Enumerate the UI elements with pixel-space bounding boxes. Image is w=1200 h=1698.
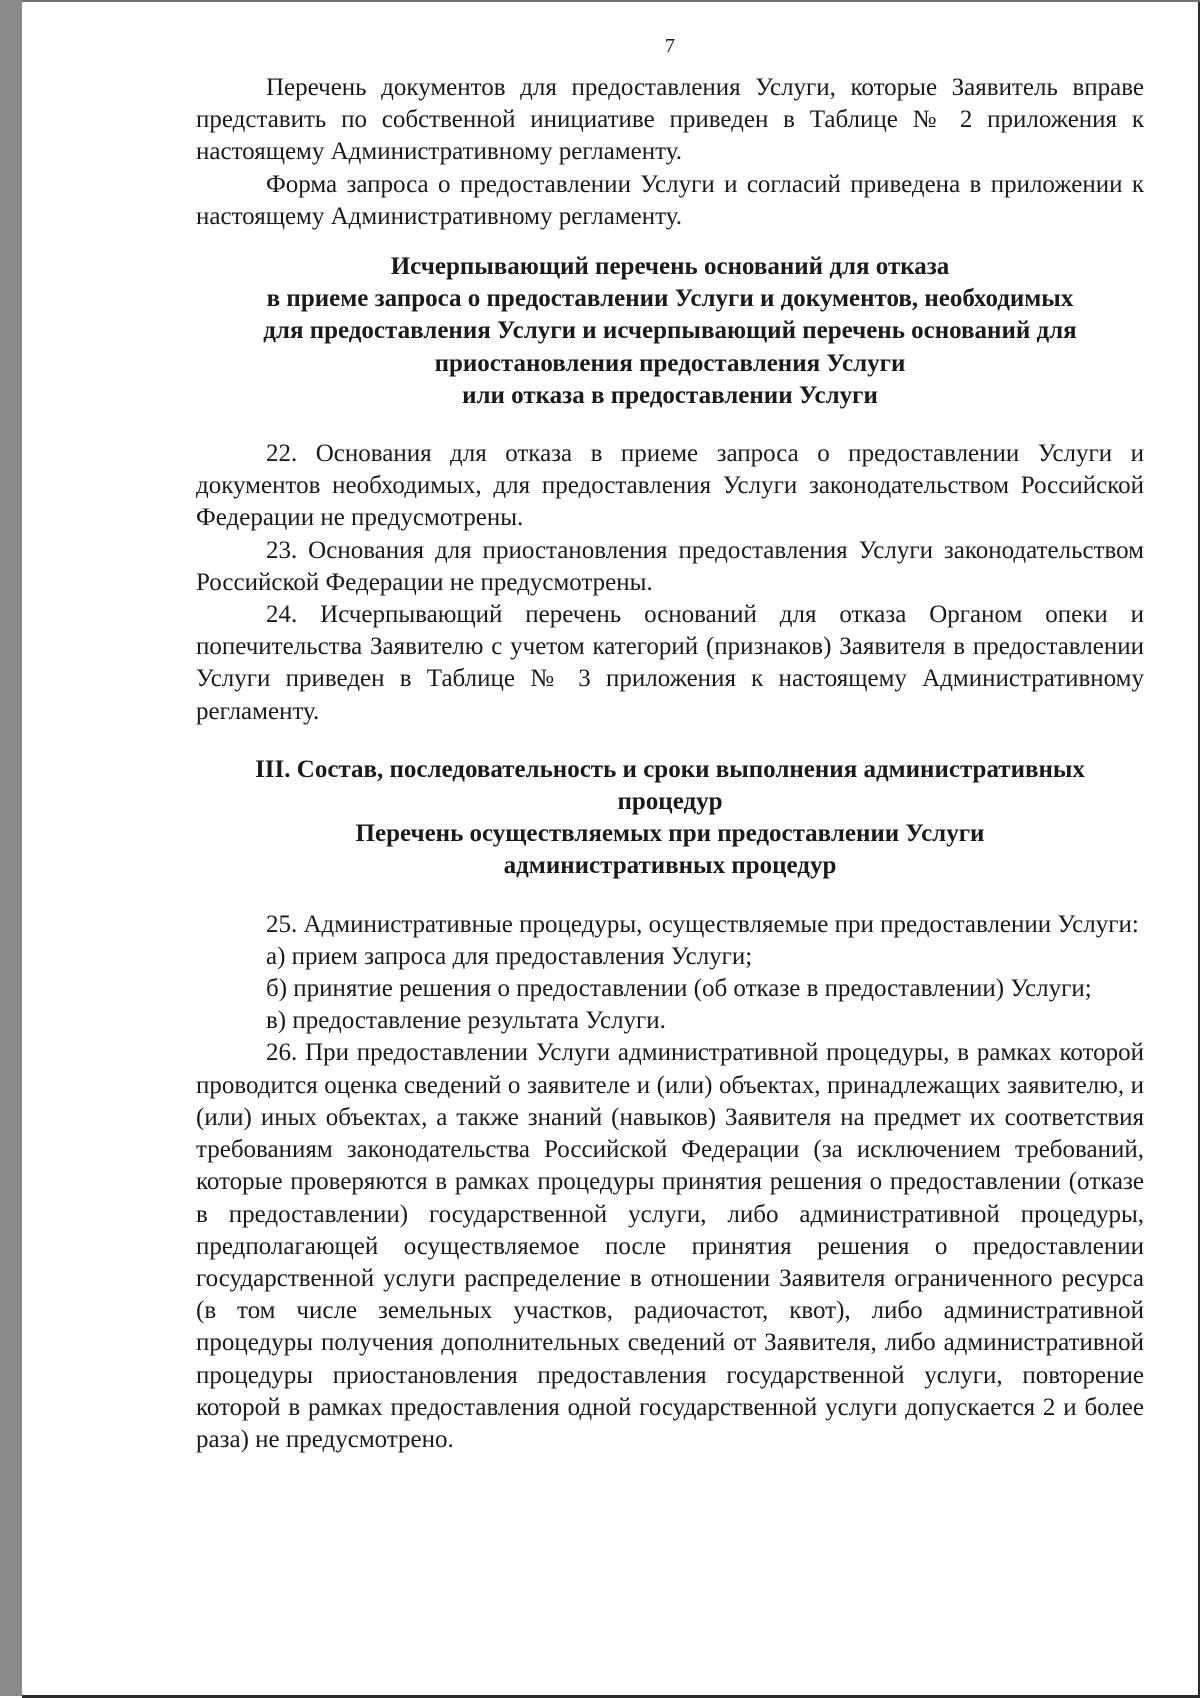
heading-line: III. Состав, последовательность и сроки выполнения административных [255, 755, 1085, 783]
heading-line: Исчерпывающий перечень оснований для отказа [390, 253, 950, 281]
list-item-b: б) принятие решения о предоставлении (об отказе в предоставлении) Услуги; [266, 975, 1092, 1003]
heading-line: в приеме запроса о предоставлении Услуги и документов, необходимых [266, 285, 1074, 313]
heading-line: или отказа в предоставлении Услуги [462, 381, 878, 409]
page-number: 7 [665, 35, 675, 57]
paragraph-25: 25. Административные процедуры, осуществляемые при предоставлении Услуги: [266, 910, 1139, 938]
paragraph-26: 26. При предоставлении Услуги административной процедуры, в рамках которой проводится оценка сведений о заявителе и (или) объектах, принадлежащих заявителю, и (или) иных объектах, а также знаний (навыков) Заявителя на предмет их соответствия требованиям законодательства Российской Федерации (за исключением требований, которые проверяются в рамках процедуры принятия решения о предоставлении (отказе в предоставлении) государственной услуги, либо административной процедуры, предполагающей осуществляемое после принятия решения о предоставлении государственной услуги распределение в отношении Заявителя ограниченного ресурса (в том числе земельных участков, радиочастот, квот), либо административной процедуры получения дополнительных сведений от Заявителя, либо административной процедуры приостановления предоставления государственной услуги, повторение которой в рамках предоставления одной государственной услуги допускается 2 и более раза) не предусмотрено. [196, 1039, 1144, 1453]
page-content [196, 30, 1144, 1456]
heading-refusal-grounds [196, 251, 1144, 412]
intro-paragraph-1: Перечень документов для предоставления Услуги, которые Заявитель вправе представить по собственной инициативе приведен в Таблице № 2 приложения к настоящему Административному регламенту. [196, 74, 1144, 166]
paragraph-22: 22. Основания для отказа в приеме запроса о предоставлении Услуги и документов необходимых, для предоставления Услуги законодательством Российской Федерации не предусмотрены. [196, 440, 1144, 532]
document-page [22, 0, 1200, 1698]
paragraph-24: 24. Исчерпывающий перечень оснований для отказа Органом опеки и попечительства Заявителю с учетом категорий (признаков) Заявителя в предоставлении Услуги приведен в Таблице № 3 приложения к настоящему Административному регламенту. [196, 601, 1144, 725]
heading-line: для предоставления Услуги и исчерпывающий перечень оснований для [263, 317, 1077, 345]
list-item-a: а) прием запроса для предоставления Услуги; [266, 942, 753, 970]
heading-line: приостановления предоставления Услуги [434, 349, 906, 377]
heading-line: Перечень осуществляемых при предоставлении Услуги [355, 820, 985, 848]
scan-margin [0, 0, 22, 1696]
heading-line: административных процедур [503, 852, 837, 880]
intro-paragraph-2: Форма запроса о предоставлении Услуги и согласий приведена в приложении к настоящему Административному регламенту. [196, 170, 1144, 230]
list-item-v: в) предоставление результата Услуги. [266, 1007, 666, 1035]
paragraph-23: 23. Основания для приостановления предоставления Услуги законодательством Российской Федерации не предусмотрены. [196, 536, 1144, 596]
heading-line: процедур [617, 788, 723, 816]
heading-section-iii [196, 754, 1144, 883]
